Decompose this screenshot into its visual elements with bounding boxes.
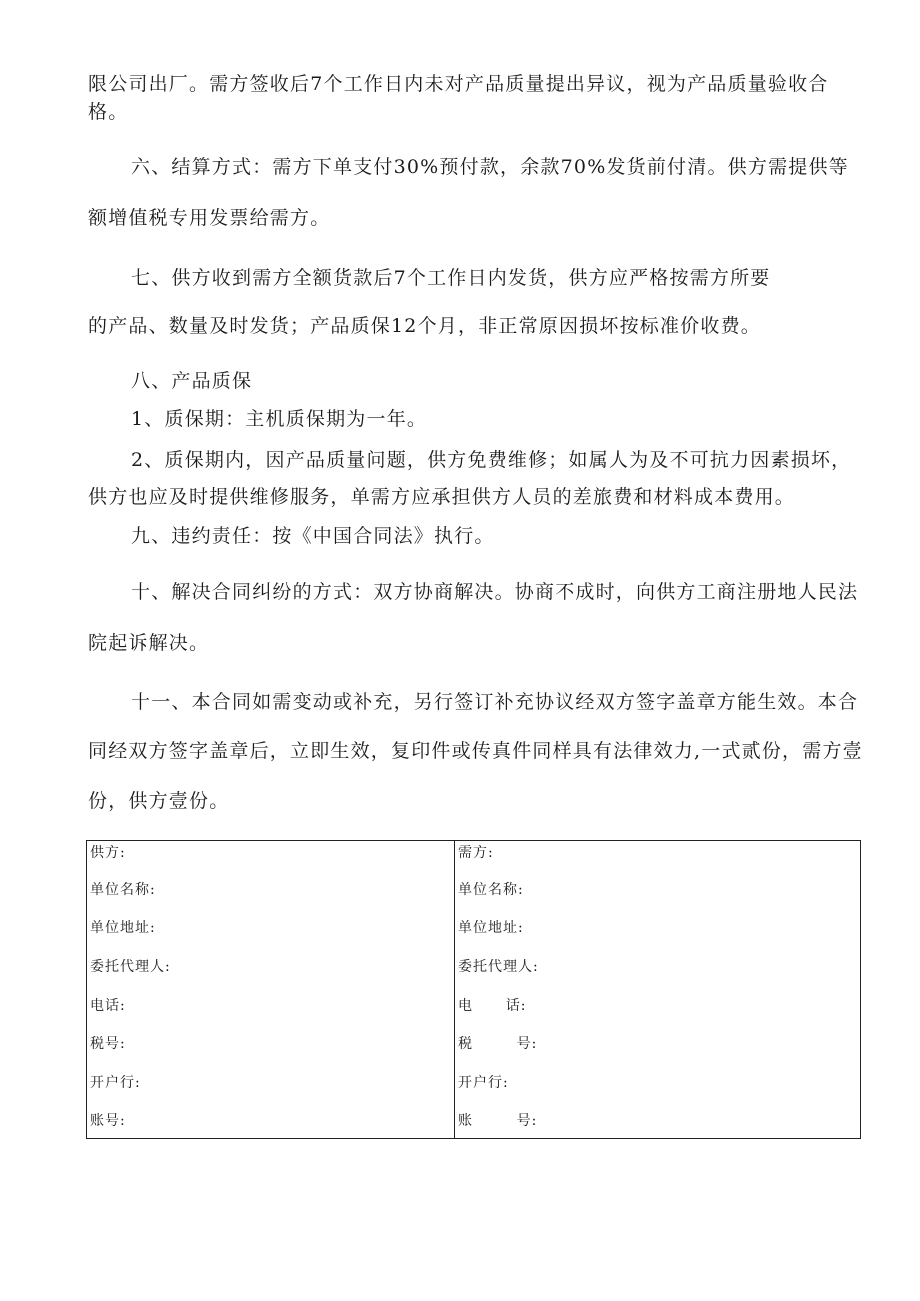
clause-8-title: 八、产品质保 [131, 370, 253, 392]
supplier-address: 单位地址: [90, 920, 156, 936]
clause-8-item-2-line-2: 供方也应及时提供维修服务，单需方应承担供方人员的差旅费和材料成本费用。 [88, 486, 796, 508]
supplier-phone: 电话: [90, 998, 126, 1014]
buyer-address: 单位地址: [458, 920, 524, 936]
clause-11-line-1: 十一、本合同如需变动或补充，另行签订补充协议经双方签字盖章方能生效。本合 [131, 691, 859, 713]
buyer-phone: 电 话: [458, 998, 527, 1014]
clause-5-line-2: 格。 [88, 101, 129, 123]
supplier-agent: 委托代理人: [90, 959, 171, 975]
clause-11-line-3: 份，供方壹份。 [88, 790, 230, 812]
clause-8-item-1: 1、质保期：主机质保期为一年。 [131, 408, 428, 430]
clause-9: 九、违约责任：按《中国合同法》执行。 [131, 525, 495, 547]
buyer-tax-number: 税 号: [458, 1036, 538, 1052]
buyer-title: 需方: [458, 845, 494, 861]
clause-10-line-1: 十、解决合同纠纷的方式：双方协商解决。协商不成时，向供方工商注册地人民法 [131, 581, 859, 603]
clause-7-line-1: 七、供方收到需方全额货款后7个工作日内发货，供方应严格按需方所要 [131, 267, 771, 289]
signature-table [86, 840, 861, 1139]
clause-10-line-2: 院起诉解决。 [88, 632, 210, 654]
buyer-bank: 开户行: [458, 1075, 509, 1091]
supplier-bank: 开户行: [90, 1075, 141, 1091]
supplier-account: 账号: [90, 1113, 126, 1129]
clause-11-line-2: 同经双方签字盖章后，立即生效，复印件或传真件同样具有法律效力,一式贰份，需方壹 [88, 740, 863, 762]
buyer-account: 账 号: [458, 1113, 538, 1129]
supplier-tax-number: 税号: [90, 1036, 126, 1052]
supplier-company-name: 单位名称: [90, 882, 156, 898]
clause-6-line-1: 六、结算方式：需方下单支付30%预付款，余款70%发货前付清。供方需提供等 [131, 156, 849, 178]
buyer-company-name: 单位名称: [458, 882, 524, 898]
buyer-agent: 委托代理人: [458, 959, 539, 975]
buyer-column [455, 841, 860, 1138]
clause-8-item-2-line-1: 2、质保期内，因产品质量问题，供方免费维修；如属人为及不可抗力因素损坏， [131, 449, 852, 471]
supplier-title: 供方: [90, 845, 126, 861]
supplier-column [87, 841, 455, 1138]
clause-6-line-2: 额增值税专用发票给需方。 [88, 207, 331, 229]
clause-5-line-1: 限公司出厂。需方签收后7个工作日内未对产品质量提出异议，视为产品质量验收合 [88, 73, 829, 95]
clause-7-line-2: 的产品、数量及时发货；产品质保12个月，非正常原因损坏按标准价收费。 [88, 315, 761, 337]
